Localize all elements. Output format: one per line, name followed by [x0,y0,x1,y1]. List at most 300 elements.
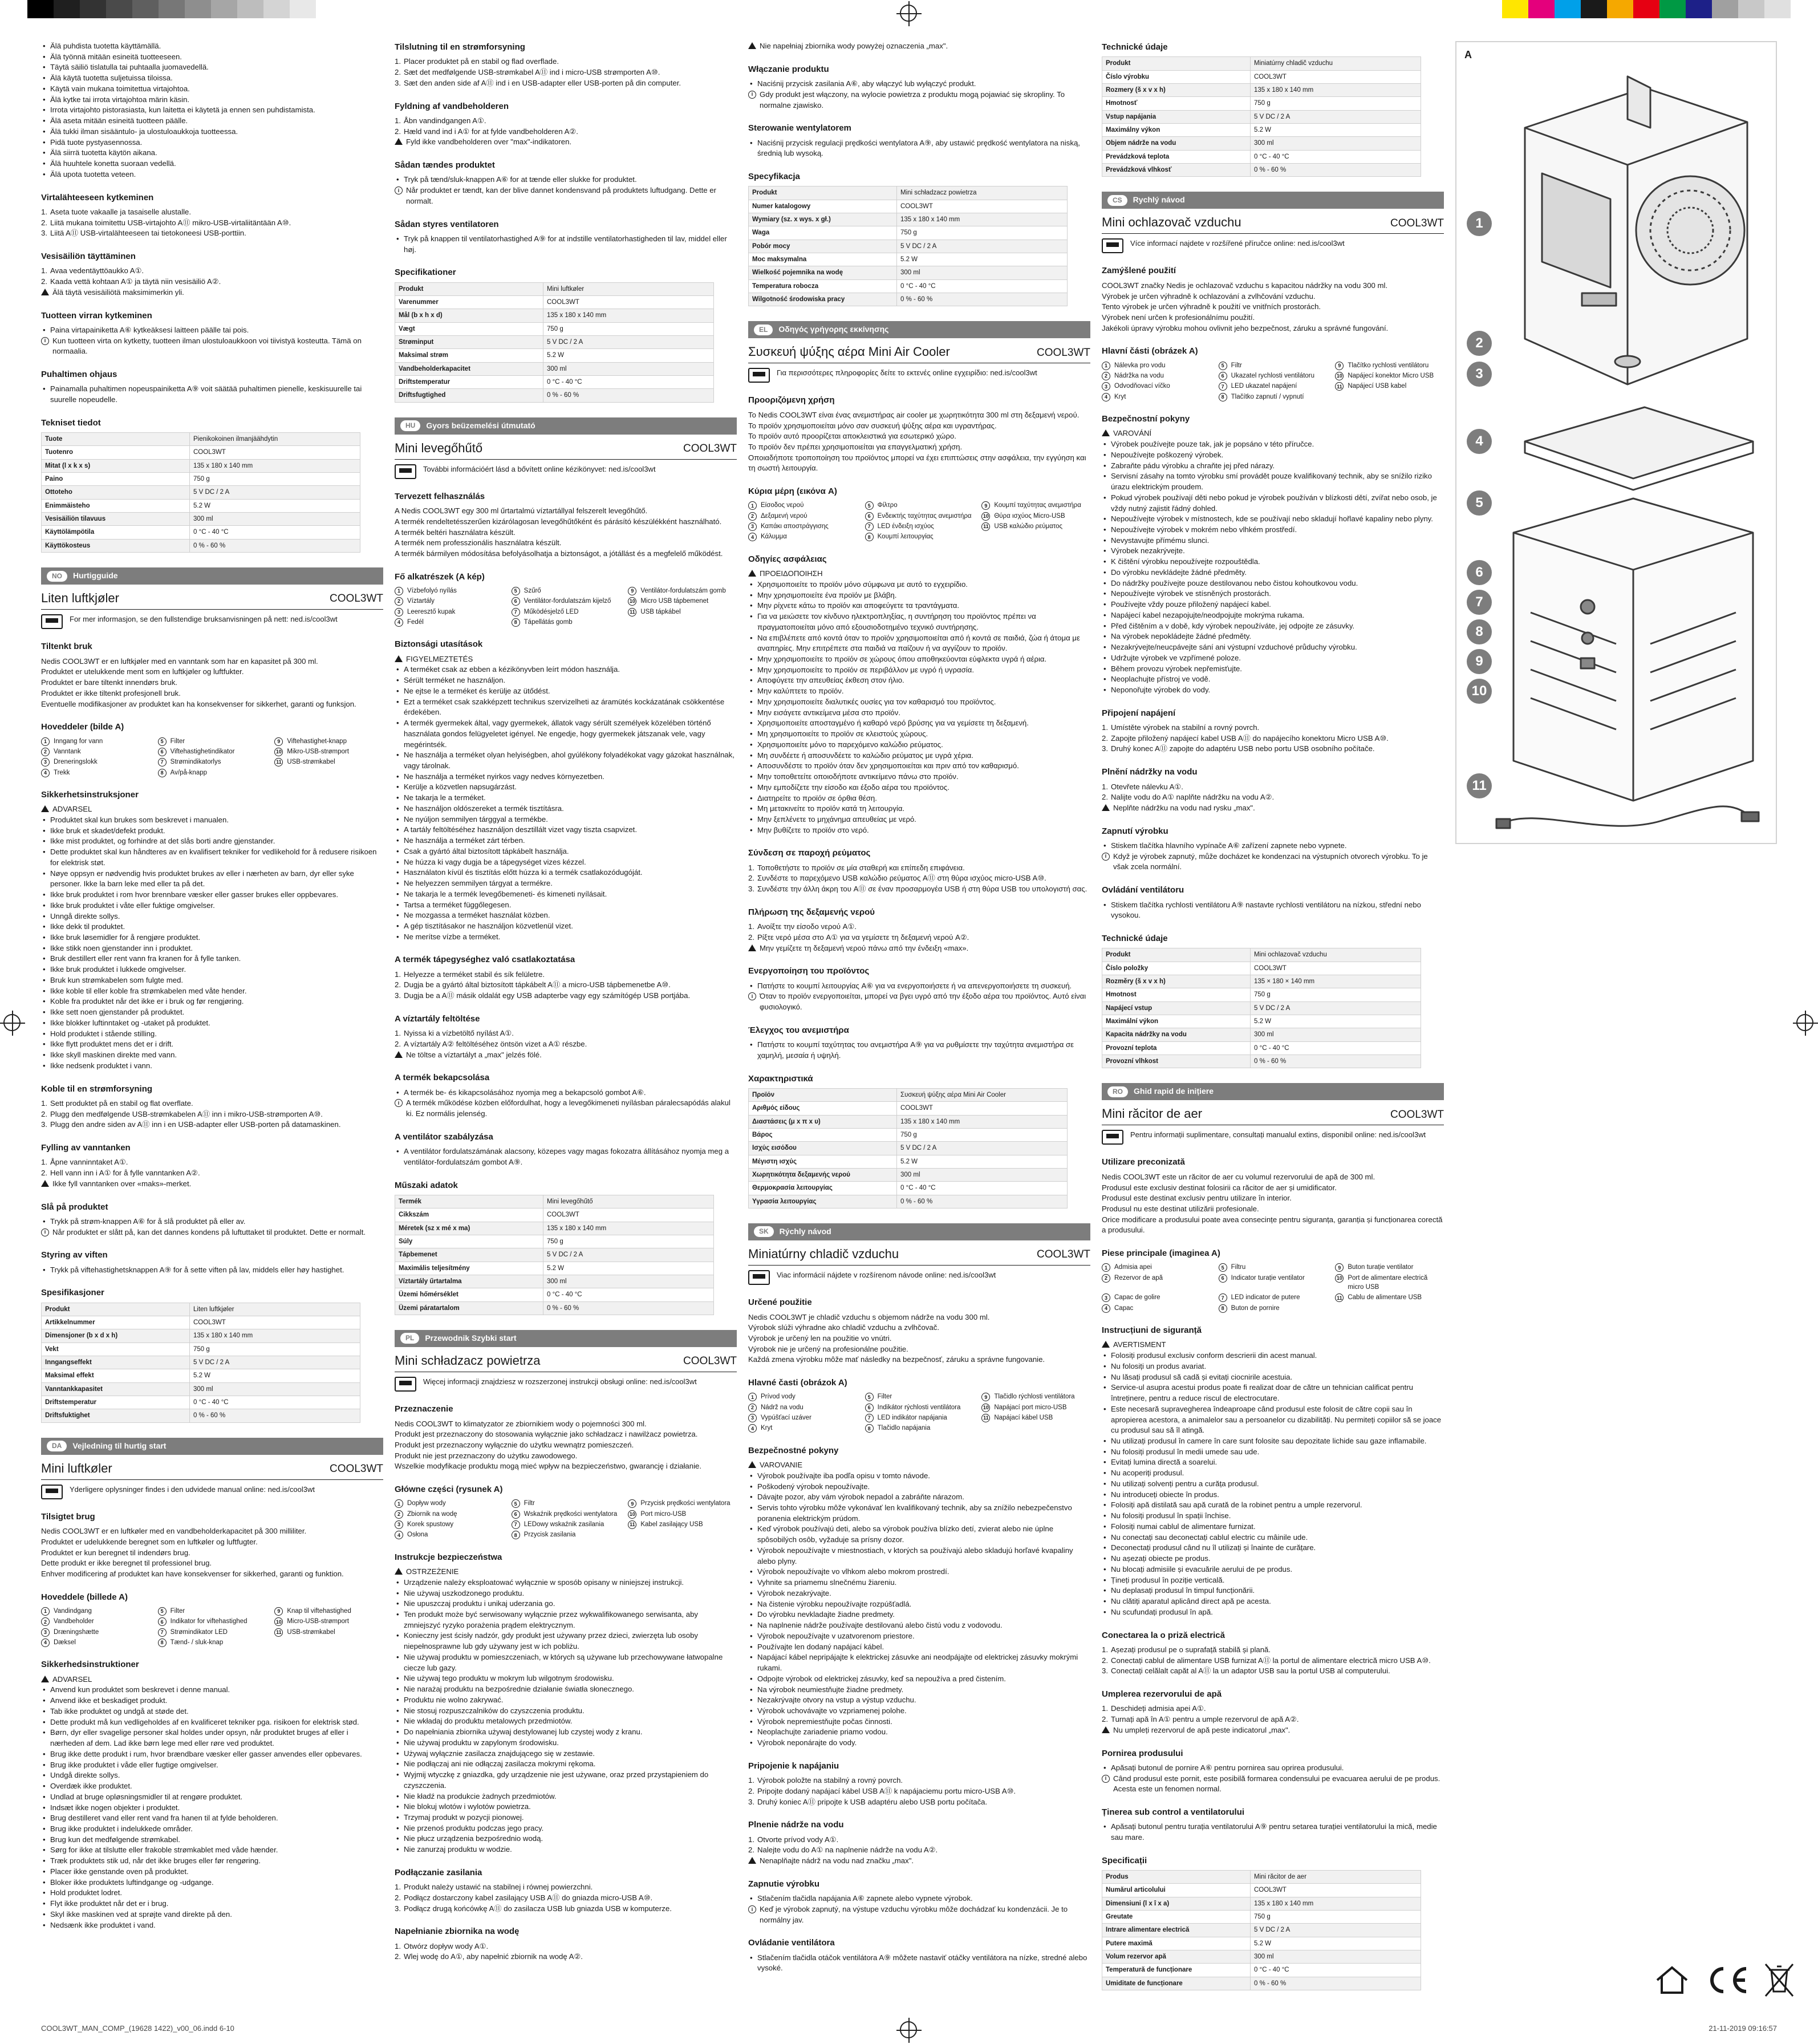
list-item: • Produktu nie wolno zakrywać. [395,1695,737,1706]
section-heading: Προοριζόμενη χρήση [748,395,835,405]
language-banner [748,321,1090,338]
manual-icon [41,614,63,629]
paragraph-line: Produsul este exclusiv destinat folosirii ca răcitor de aer și umidificator. [1102,1183,1337,1192]
language-banner [1102,1083,1444,1100]
info-icon: i [748,1905,756,1913]
part-item [628,1510,737,1519]
banner-label: Rychlý návod [1133,195,1185,205]
spec-row [395,1235,714,1248]
paragraph-line: A Nedis COOL3WT egy 300 ml űrtartalmú víztartállyal felszerelt levegőhűtő. [395,506,648,516]
spec-value: 750 g [543,1235,714,1248]
spec-key: Maksimal effekt [42,1369,190,1382]
part-label: Fedél [407,619,424,626]
manual-icon [1102,1130,1123,1145]
list-item: • Ten produkt może być serwisowany wyłącznie przez wykwalifikowanego serwisanta, aby zmniejszyć ryzyko porażenia prądem elektrycznym. [395,1609,737,1631]
step-item [748,1845,1090,1856]
warning-note [395,137,737,148]
part-number-badge: 1 [395,1499,403,1508]
spec-key: Mitat (l x k x s) [42,459,190,472]
part-number-badge: 8 [512,618,520,627]
section-heading: Styring av viften [41,1250,108,1260]
spec-value: 300 ml [190,1382,360,1396]
step-item [748,932,1090,943]
list-item: • Placer ikke genstande oven på produktet. [41,1867,383,1877]
section-bullets [748,1937,1090,1974]
section-heading: Przeznaczenie [395,1404,453,1414]
spec-value: 750 g [190,473,360,486]
paragraph [41,656,383,710]
part-label: Tlačidlo napájania [877,1425,931,1432]
list-item: • Älä siirrä tuotetta käytön aikana. [41,148,383,159]
paragraph-line: Produsul este destinat exclusiv pentru utilizare în interior. [1102,1194,1292,1203]
spec-row [42,486,360,499]
step-item [748,1835,1090,1846]
step-list [395,1028,737,1049]
spec-value: Mini ochlazovač vzduchu [1251,948,1421,962]
warning-text: Neplňte nádržku na vodu nad rysku „max". [1113,803,1255,812]
section-para [1102,265,1444,334]
list-item: • Na naplnenie nádrže používajte destilovanú alebo čistú vodu z vodovodu. [748,1620,1090,1631]
list-item: • Neoplachujte přístroj ve vodě. [1102,674,1444,685]
spec-key: Προϊόν [749,1089,897,1102]
step-text: Umístěte výrobek na stabilní a rovný povrch. [1111,723,1260,732]
spec-row [42,499,360,512]
product-title-row [1102,209,1444,234]
list-item: • Nu utilizați produsul în camere în care sunt folosite sau depozitate lichide sau gaze inflamabile. [1102,1436,1444,1447]
step-item [1102,1714,1444,1725]
list-item: • Älä puhdista tuotetta käyttämällä. [41,41,383,52]
list-item: • Neponořujte výrobek do vody. [1102,685,1444,696]
info-icon: i [41,1228,49,1236]
list-item: • Για να μειώσετε τον κίνδυνο ηλεκτροπληξίας, η συντήρηση του προϊόντος πρέπει να πραγματοποιείται μόνο από εξουσιοδοτημένο τεχνικό συντήρησης. [748,611,1090,632]
paragraph-line: Nedis COOL3WT este un răcitor de aer cu volumul rezervorului de apă de 300 ml. [1102,1172,1375,1181]
part-label: Indikator for viftehastighed [170,1618,247,1625]
part-number-badge: 5 [158,1607,167,1616]
warning-icon [1102,429,1110,436]
parts-list [395,586,737,627]
section-heading: Plnenie nádrže na vodu [748,1820,844,1830]
spec-value: 5 V DC / 2 A [190,1356,360,1369]
step-text: Liitä mukana toimitettu USB-virtajohto A⑪ mikro-USB-virtaliitäntään A⑩. [50,218,291,227]
list-item: • Nie upuszczaj produktu i unikaj uderzania go. [395,1599,737,1609]
part-label: Vízbefolyó nyílás [407,587,457,595]
section-heading: Virtalähteeseen kytkeminen [41,192,154,202]
step-item [748,1786,1090,1797]
step-text: Helyezze a terméket stabil és sík felületre. [404,970,545,979]
list-item: • Trykk på strøm-knappen A⑥ for å slå produktet på eller av. [41,1216,383,1227]
warning-text: Nie napełniaj zbiornika wody powyżej oznaczenia „max". [760,42,948,50]
part-item [274,757,383,766]
part-label: Odvodňovací víčko [1114,383,1170,390]
part-item [512,1530,620,1539]
list-item: • Nepoužívejte poškozený výrobek. [1102,450,1444,461]
section-heading: Κύρια μέρη (εικόνα A) [748,486,837,497]
section-steps [1102,766,1444,814]
section-lang [395,1330,737,1392]
spec-row [42,1409,360,1422]
part-label: Vandindgang [54,1608,92,1615]
spec-key: Víztartály űrtartalma [395,1275,543,1288]
part-label: Napájecí konektor Micro USB [1348,372,1434,380]
step-item [748,922,1090,932]
part-label: Przycisk prędkości wentylatora [640,1500,731,1507]
list-item: • A tartály feltöltéséhez használjon desztillált vizet vagy tiszta csapvizet. [395,825,737,836]
manual-icon [41,1485,63,1499]
list-item: • Do napełniania zbiornika używaj destylowanej lub czystej wody z kranu. [395,1727,737,1738]
color-swatch [1738,0,1764,18]
list-item: • Vyhnite sa priamemu slnečnému žiareniu. [748,1577,1090,1588]
list-item: • Πατήστε το κουμπί λειτουργίας A⑥ για να ενεργοποιήσετε ή να απενεργοποιήσετε τη συσκευή. [748,981,1090,992]
registration-mark-bottom [900,2021,917,2038]
part-number-badge: 10 [628,1510,636,1519]
part-number-badge: 9 [1335,362,1344,370]
list-item: • Napájací kábel nepripájajte k elektrickej zásuvke ani neodpájajte od elektrickej zásuvky mokrými rukami. [748,1652,1090,1673]
color-swatch [132,0,159,18]
model-number: COOL3WT [1037,346,1090,359]
paragraph-line: Každá zmena výrobku môže mať následky na bezpečnosť, záruku a správne fungovanie. [748,1355,1045,1364]
section-heading: Technické údaje [1102,42,1168,52]
online-manual-text: Pentru informații suplimentare, consultați manualul extins, disponibil online: ned.is/cool3wt [1130,1130,1426,1139]
spec-row [749,266,1068,279]
spec-key: Vesisäiliön tilavuus [42,513,190,526]
model-number: COOL3WT [1037,1248,1090,1261]
section-parts [41,721,383,777]
list-item: • Nie używaj uszkodzonego produktu. [395,1588,737,1599]
spec-value: 0 °C - 40 °C [543,1288,714,1301]
part-item [1219,1304,1328,1313]
warning-heading-text: AVERTISMENT [1113,1340,1166,1349]
step-text: Sæt det medfølgende USB-strømkabel A⑪ ind i micro-USB strømporten A⑩. [404,68,660,77]
part-item [865,1424,974,1433]
spec-table [41,432,360,553]
spec-key: Vandbeholderkapacitet [395,362,543,375]
footer-file-info: COOL3WT_MAN_COMP_(19628 1422)_v00_06.indd 6-10 [41,2024,234,2033]
part-number-badge: 11 [274,1628,283,1637]
section-bullets [1102,825,1444,873]
list-item: • Na výrobek nepokládejte žádné předměty. [1102,631,1444,642]
part-label: Micro-USB-strømport [287,1618,349,1625]
step-item [395,67,737,78]
spec-key: Produkt [395,282,543,295]
part-number-badge: 11 [981,1414,990,1422]
part-number-badge: 3 [1102,1293,1110,1302]
section-heading: Utilizare preconizată [1102,1157,1185,1167]
spec-row [395,1222,714,1235]
step-item [395,1941,737,1952]
spec-row [749,279,1068,293]
spec-key: Αριθμός είδους [749,1102,897,1115]
section-heading: A termék tápegységhez való csatlakoztatása [395,955,575,965]
section-heading: Instrucțiuni de siguranță [1102,1325,1202,1336]
spec-row [749,1089,1068,1102]
part-item [1219,392,1328,402]
part-item [628,597,737,606]
part-number-badge: 10 [981,1404,990,1412]
section-heading: Specificații [1102,1855,1147,1865]
step-list [41,266,383,287]
list-item: • Overdæk ikke produktet. [41,1781,383,1792]
section-heading: Pornirea produsului [1102,1748,1183,1758]
info-icon: i [41,337,49,345]
callout-9: 9 [1467,649,1492,674]
part-item [395,618,504,627]
part-item [1335,1274,1444,1292]
spec-key: Wilgotność środowiska pracy [749,293,897,306]
list-item: • Nie przenoś produktu podczas jego pracy. [395,1823,737,1834]
section-heading: Připojení napájení [1102,708,1176,718]
language-banner [41,567,383,585]
section-heading: Vesisäiliön täyttäminen [41,252,136,262]
warning-icon [1102,804,1110,811]
part-label: Korek spustowy [407,1521,454,1528]
list-item: • Ikke bruk et skadet/defekt produkt. [41,826,383,837]
product-name: Mini ochlazovač vzduchu [1102,215,1241,230]
paragraph-line: Το Nedis COOL3WT είναι ένας ανεμιστήρας air cooler με χωρητικότητα 300 ml στη δεξαμενή νερού. [748,410,1080,419]
list-item: • Ne használja a terméket olyan helyiségben, ahol gyúlékony folyadékokat vagy gázokat használnak, vagy tárolnak. [395,750,737,771]
part-item [865,501,974,510]
section-heading: Główne części (rysunek A) [395,1485,503,1495]
spec-value: 135 x 180 x 140 mm [190,459,360,472]
spec-key: Intrare alimentare electrică [1102,1924,1251,1937]
product-title-row [41,1455,383,1480]
part-item [1102,361,1211,370]
section-heading: Műszaki adatok [395,1180,458,1190]
warning-heading [748,1460,1090,1471]
part-item [274,747,383,756]
footer-date: 21-11-2019 09:16:57 [1709,2024,1777,2033]
list-item: • Nu folosiți produsul în spații închise. [1102,1511,1444,1522]
registration-mark-right [1796,1014,1813,1031]
part-number-badge: 3 [41,1628,50,1637]
spec-value: 0 % - 60 % [190,539,360,552]
section-heading: Umplerea rezervorului de apă [1102,1689,1222,1699]
spec-value: COOL3WT [1251,70,1421,83]
list-item: • Naciśnij przycisk zasilania A⑥, aby włączyć lub wyłączyć produkt. [748,79,1090,90]
step-number: 1. [1102,782,1108,791]
info-note [41,1227,383,1238]
part-label: Filter [877,1393,892,1401]
part-number-badge: 6 [512,1510,520,1519]
warning-icon [748,1857,756,1864]
part-label: Filtru [1231,1264,1246,1271]
section-lang [748,1223,1090,1285]
part-number-badge: 2 [748,512,757,521]
spec-row [395,1262,714,1275]
section-parts [748,485,1090,542]
online-manual-text: For mer informasjon, se den fullstendige bruksanvisningen på nett: ned.is/cool3wt [70,615,338,624]
part-item [274,1628,383,1637]
spec-value: Mini răcitor de aer [1251,1871,1421,1884]
spec-value: 5 V DC / 2 A [1251,1001,1421,1015]
step-item [395,1882,737,1893]
language-code-badge: PL [400,1333,419,1344]
list-item: • Používejte vždy pouze přiložený napájecí kabel. [1102,599,1444,610]
step-number: 2. [748,932,754,942]
part-label: Viftehastighetindikator [170,748,235,755]
spec-key: Putere maximă [1102,1937,1251,1950]
part-item [981,532,1090,541]
list-item: • Skyl ikke maskinen ved at sprøjte vand direkte på den. [41,1909,383,1920]
part-label: Kryt [1114,393,1126,400]
list-item: • Μην χρησιμοποιείτε το προϊόν σε χώρους όπου αποθηκεύονται εύφλεκτα υγρά ή αέρια. [748,654,1090,665]
spec-row [749,226,1068,240]
step-text: Hæld vand ind i A① for at fylde vandbeholderen A②. [404,127,578,136]
section-heading: Hlavní části (obrázek A) [1102,346,1198,356]
part-item [748,1424,857,1433]
spec-value: 0 % - 60 % [543,1301,714,1315]
part-number-badge: 5 [1219,362,1227,370]
spec-row [42,1382,360,1396]
step-item [395,1893,737,1904]
step-text: Dugja be a A⑪ másik oldalát egy USB adapterbe vagy egy számítógép USB portjába. [404,991,691,1000]
spec-value: COOL3WT [1251,1884,1421,1897]
section-steps [41,1083,383,1131]
spec-key: Tápbemenet [395,1248,543,1262]
step-number: 2. [748,874,754,883]
product-title-row [748,338,1090,363]
warning-icon [748,944,756,951]
part-label: Κουμπί ταχύτητας ανεμιστήρα [994,502,1081,509]
spec-row [395,1301,714,1315]
online-manual-text: Viac informácií nájdete v rozšírenom návode online: ned.is/cool3wt [777,1271,996,1280]
part-label: Kryt [761,1425,773,1432]
part-label: USB-strømkabel [287,1628,335,1636]
online-manual-note [1102,238,1444,253]
spec-value: 0 % - 60 % [1251,163,1421,176]
list-item: • Do výrobku nevkladajte žiadne predmety. [748,1609,1090,1620]
info-icon: i [748,91,756,99]
warning-icon [395,1568,403,1575]
part-number-badge: 11 [628,1520,636,1529]
spec-key: Inngangseffekt [42,1356,190,1369]
banner-label: Gyors beüzemelési útmutató [426,420,535,430]
list-item: • Træk produktets stik ud, når det ikke bruges eller før rengøring. [41,1856,383,1867]
step-number: 2. [1102,733,1108,743]
spec-key: Produkt [1102,948,1251,962]
part-item [274,768,383,777]
step-item [395,970,737,980]
list-item: • Διατηρείτε το προϊόν σε όρθια θέση. [748,793,1090,804]
bullet-list [395,234,737,255]
list-item: • Nie stosuj rozpuszczalników do czyszczenia produktu. [395,1706,737,1717]
list-item: • Apăsați butonul pentru turația ventilatorului A⑨ pentru setarea turației ventilatorului la mică, medie sau mare. [1102,1822,1444,1843]
section-parts [1102,1247,1444,1313]
spec-key: Numărul articolului [1102,1884,1251,1897]
section-bullets [395,1551,737,1855]
section-heading: Ενεργοποίηση του προϊόντος [748,966,870,976]
parts-list [41,1607,383,1647]
part-number-badge: 5 [512,587,520,595]
online-manual-note [41,614,383,629]
step-text: Wlej wodę do A①, aby napełnić zbiornik na wodę A②. [404,1952,583,1961]
spec-value: 300 ml [897,266,1068,279]
step-text: Ανοίξτε την είσοδο νερού A①. [757,922,857,931]
warning-icon [395,1051,403,1058]
list-item: • Sørg for ikke at tilslutte eller frakoble strømkablet med våde hænder. [41,1845,383,1856]
section-heading: A ventilátor szabályzása [395,1132,493,1142]
section-steps [395,1867,737,1915]
part-label: Przycisk zasilania [524,1531,576,1539]
list-item: • Ne helyezzen semmilyen tárgyat a termékre. [395,878,737,889]
online-manual-note [395,464,737,479]
list-item: • Apăsați butonul de pornire A⑥ pentru pornirea sau oprirea produsului. [1102,1763,1444,1774]
part-label: Dopływ wody [407,1500,446,1507]
part-number-badge: 3 [395,1520,403,1529]
section-heading: Hoveddeler (bilde A) [41,722,124,732]
info-text: Når produktet er slått på, kan det dannes kondens på luftuttaket til produktet. Dette er normalt. [52,1227,366,1236]
list-item: • Kerülje a közvetlen napsugárzást. [395,782,737,793]
section-heading: Οδηγίες ασφάλειας [748,554,827,564]
part-number-badge: 10 [981,512,990,521]
registration-mark-left [3,1014,21,1031]
list-item: • A termék gyermekek által, vagy gyermekek, állatok vagy sérült személyek közelében történő használata gondos felügyeletet igényel. Ne engedje, hogy gyermekek játszanak vele, vagy megérintsék. [395,718,737,750]
step-number: 1. [748,1835,754,1844]
parts-list [41,737,383,777]
list-item: • Nie używaj tego produktu w mokrym lub wilgotnym środowisku. [395,1673,737,1684]
part-number-badge: 9 [628,1499,636,1508]
list-item: • Undlad at bruge opløsningsmidler til at rengøre produktet. [41,1792,383,1803]
spec-row [395,1275,714,1288]
list-item: • Χρησιμοποιείτε μόνο το παρεχόμενο καλώδιο ρεύματος. [748,740,1090,751]
part-label: Viftehastighet-knapp [287,737,347,745]
spec-value: 5.2 W [190,1369,360,1382]
part-number-badge: 7 [1219,382,1227,391]
section-parts [748,1377,1090,1433]
part-item [512,597,620,606]
list-item: • Deconectați produsul când nu îl utilizați și înainte de curățare. [1102,1543,1444,1554]
parts-list [395,1499,737,1539]
section-heading: Sikkerhedsinstruktioner [41,1660,139,1670]
spec-value: 0 °C - 40 °C [543,375,714,388]
part-item [274,1617,383,1626]
language-code-badge: CS [1107,195,1127,206]
spec-value: 5.2 W [897,253,1068,266]
step-number: 2. [41,277,47,286]
section-bullets [1102,884,1444,921]
banner-label: Hurtigguide [73,571,118,581]
part-item [748,501,857,510]
spec-value: Pienikokoinen ilmanjäähdytin [190,433,360,446]
list-item: • Výrobok uchovávajte vo vzpriamenej polohe. [748,1706,1090,1717]
list-item: • K čištění výrobku nepoužívejte rozpouštědla. [1102,557,1444,567]
part-label: Admisia apei [1114,1264,1152,1271]
bullet-list [1102,1350,1444,1617]
part-label: Prívod vody [761,1393,796,1401]
part-number-badge: 4 [41,1639,50,1647]
list-item: • Ne használja a terméket zárt térben. [395,836,737,846]
online-manual-text: További információért lásd a bővített online kézikönyvet: ned.is/cool3wt [423,464,656,473]
spec-key: Vægt [395,322,543,335]
list-item: • Folosiți numai cablul de alimentare furnizat. [1102,1522,1444,1532]
spec-table [1102,948,1421,1068]
part-label: Micro USB tápbemenet [640,598,709,605]
color-swatch [1764,0,1791,18]
section-bullets [748,1445,1090,1749]
part-number-badge: 10 [628,597,636,606]
section-heading: Włączanie produktu [748,64,829,74]
list-item: • Ne mozgassa a terméket használat közben. [395,910,737,921]
step-list [748,863,1090,895]
section-parts [41,1591,383,1648]
bullet-list [395,1577,737,1855]
part-item [1335,371,1444,380]
list-item: • Nu folosiți un produs avariat. [1102,1361,1444,1372]
list-item: • Nie używaj produktu w pomieszczeniach, w których są używane lub przechowywane łatwopalne ciecze lub gazy. [395,1652,737,1673]
list-item: • Výrobok nepremiestňujte počas činnosti. [748,1717,1090,1727]
info-text: A termék működése közben előfordulhat, hogy a levegőkimeneti nyílásban páralecsapódás alakul ki. Ez normális jelenség. [406,1098,731,1118]
list-item: • Výrobok neponárajte do vody. [748,1738,1090,1749]
language-code-badge: SK [754,1226,774,1237]
